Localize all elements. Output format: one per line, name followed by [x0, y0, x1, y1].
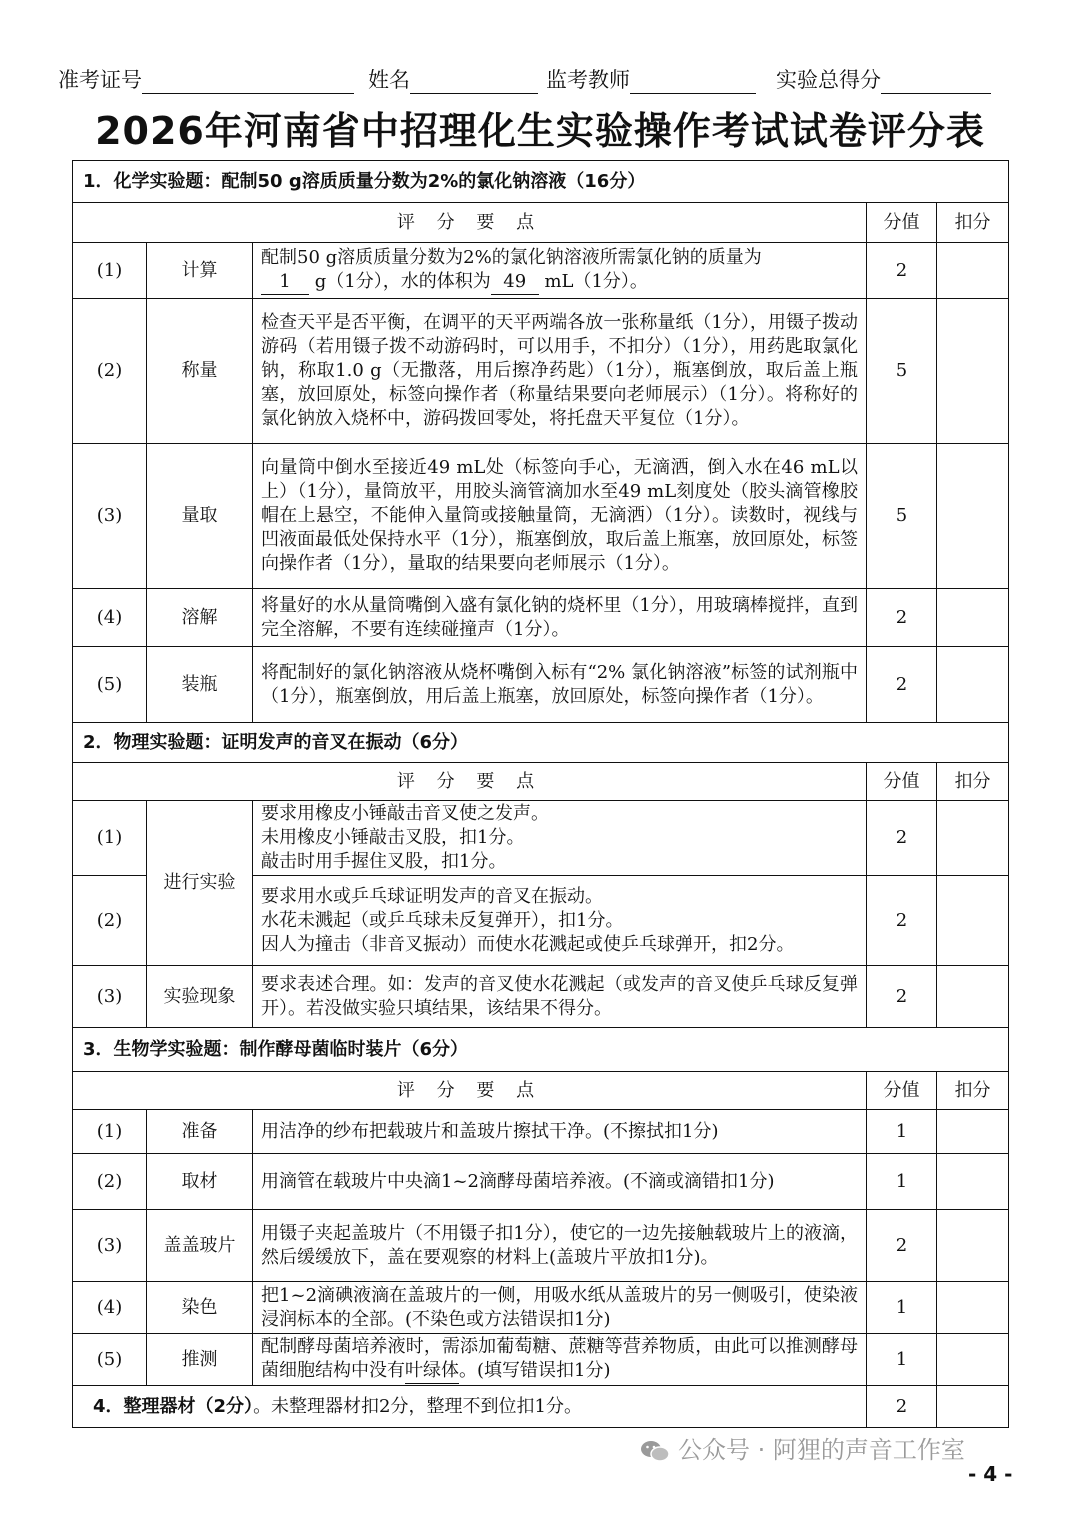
score-value: 2	[867, 801, 937, 876]
score-value: 1	[867, 1282, 937, 1334]
table-row: (1) 计算 配制50 g溶质质量分数为2%的氯化钠溶液所需氯化钠的质量为 1 g（1分），水的体积为 49 mL（1分）。 2	[73, 243, 1009, 299]
table-row: (5) 推测 配制酵母菌培养液时，需添加葡萄糖、蔗糖等营养物质，由此可以推测酵母菌细胞结构中没有叶绿体。(填写错误扣1分) 1	[73, 1334, 1009, 1386]
table-row: (5) 装瓶 将配制好的氯化钠溶液从烧杯嘴倒入标有“2% 氯化钠溶液”标签的试剂瓶中（1分），瓶塞倒放，用后盖上瓶塞，放回原处，标签向操作者（1分）。 2	[73, 647, 1009, 723]
deduct-cell[interactable]	[937, 966, 1009, 1028]
cleanup-label: 4．整理器材（2分）	[93, 1395, 254, 1417]
deduct-cell[interactable]	[937, 1210, 1009, 1282]
criteria-text: 要求表述合理。如：发声的音叉使水花溅起（或发声的音叉使乒乓球反复弹开）。若没做实验只填结果，该结果不得分。	[253, 966, 867, 1028]
table-row: (3) 量取 向量筒中倒水至接近49 mL处（标签向手心，无滴洒，倒入水在46 mL以上）（1分），量筒放平，用胶头滴管滴加水至49 mL刻度处（胶头滴管橡胶帽在上悬空，不能伸入量筒或接触量筒，无滴洒）（1分）。读数时，视线与凹液面最低处保持水平（1分），瓶塞倒放，取后盖上瓶塞，放回原处，标签向操作者（1分），量取的结果要向老师展示（1分）。 5	[73, 444, 1009, 589]
page-title: 2026年河南省中招理化生实验操作考试试卷评分表	[95, 109, 985, 153]
name-blank[interactable]	[410, 71, 538, 94]
header-fields	[58, 60, 1020, 94]
criteria-text: 用洁净的纱布把载玻片和盖玻片擦拭干净。(不擦拭扣1分)	[253, 1110, 867, 1154]
score-value: 1	[867, 1334, 937, 1386]
criteria-text: 配制酵母菌培养液时，需添加葡萄糖、蔗糖等营养物质，由此可以推测酵母菌细胞结构中没有叶绿体。(填写错误扣1分)	[253, 1334, 867, 1386]
deduct-cell[interactable]	[937, 1282, 1009, 1334]
answer-blank: 49	[491, 270, 539, 295]
deduct-cell[interactable]	[937, 876, 1009, 966]
deduct-header: 扣分	[937, 1072, 1009, 1110]
scoring-table	[72, 160, 1009, 1428]
score-value: 5	[867, 299, 937, 444]
table-row: (1) 进行实验 要求用橡皮小锤敲击音叉使之发声。 未用橡皮小锤敲击叉股，扣1分。 敲击时用手握住叉股，扣1分。 2	[73, 801, 1009, 876]
table-row: (3) 实验现象 要求表述合理。如：发声的音叉使水花溅起（或发声的音叉使乒乓球反复弹开）。若没做实验只填结果，该结果不得分。 2	[73, 966, 1009, 1028]
score-value: 1	[867, 1110, 937, 1154]
proctor-field: 监考教师	[546, 64, 756, 94]
deduct-cell[interactable]	[937, 1154, 1009, 1210]
criteria-text: 要求用橡皮小锤敲击音叉使之发声。 未用橡皮小锤敲击叉股，扣1分。 敲击时用手握住叉股，扣1分。	[253, 801, 867, 876]
cleanup-text: 。未整理器材扣2分，整理不到位扣1分。	[253, 1395, 582, 1417]
wechat-icon	[640, 1439, 670, 1463]
answer-blank: 叶绿体	[405, 1359, 459, 1384]
score-value: 2	[867, 1386, 937, 1428]
score-value: 2	[867, 966, 937, 1028]
score-value: 5	[867, 444, 937, 589]
physics-column-header	[73, 763, 1009, 801]
page-number: - 4 -	[968, 1462, 1013, 1486]
score-value: 2	[867, 1210, 937, 1282]
table-row: (2) 取材 用滴管在载玻片中央滴1~2滴酵母菌培养液。(不滴或滴错扣1分) 1	[73, 1154, 1009, 1210]
score-value: 2	[867, 243, 937, 299]
total-score-blank[interactable]	[881, 71, 991, 94]
score-value: 2	[867, 589, 937, 647]
deduct-header: 扣分	[937, 203, 1009, 243]
table-row: (3) 盖盖玻片 用镊子夹起盖玻片（不用镊子扣1分），使它的一边先接触载玻片上的液滴，然后缓缓放下，盖在要观察的材料上(盖玻片平放扣1分)。 2	[73, 1210, 1009, 1282]
deduct-cell[interactable]	[937, 243, 1009, 299]
merged-step: 进行实验	[147, 801, 253, 966]
deduct-cell[interactable]	[937, 299, 1009, 444]
biology-column-header	[73, 1072, 1009, 1110]
table-row: (4) 染色 把1~2滴碘液滴在盖玻片的一侧，用吸水纸从盖玻片的另一侧吸引，使染液浸润标本的全部。(不染色或方法错误扣1分) 1	[73, 1282, 1009, 1334]
table-row: (4) 溶解 将量好的水从量筒嘴倒入盛有氯化钠的烧杯里（1分），用玻璃棒搅拌，直到完全溶解，不要有连续碰撞声（1分）。 2	[73, 589, 1009, 647]
criteria-text: 要求用水或乒乓球证明发声的音叉在振动。 水花未溅起（或乒乓球未反复弹开），扣1分。 因人为撞击（非音叉振动）而使水花溅起或使乒乓球弹开，扣2分。	[253, 876, 867, 966]
score-header: 分值	[867, 203, 937, 243]
deduct-header: 扣分	[937, 763, 1009, 801]
points-header: 评 分 要 点	[73, 1072, 867, 1110]
deduct-cell[interactable]	[937, 647, 1009, 723]
criteria-text: 用镊子夹起盖玻片（不用镊子扣1分），使它的一边先接触载玻片上的液滴，然后缓缓放下，盖在要观察的材料上(盖玻片平放扣1分)。	[253, 1210, 867, 1282]
deduct-cell[interactable]	[937, 589, 1009, 647]
proctor-blank[interactable]	[630, 71, 756, 94]
physics-heading: 2．物理实验题：证明发声的音叉在振动（6分）	[73, 723, 1009, 763]
criteria-text: 将配制好的氯化钠溶液从烧杯嘴倒入标有“2% 氯化钠溶液”标签的试剂瓶中（1分），瓶塞倒放，用后盖上瓶塞，放回原处，标签向操作者（1分）。	[253, 647, 867, 723]
name-field: 姓名	[368, 64, 538, 94]
score-header: 分值	[867, 1072, 937, 1110]
deduct-cell[interactable]	[937, 444, 1009, 589]
criteria-text: 用滴管在载玻片中央滴1~2滴酵母菌培养液。(不滴或滴错扣1分)	[253, 1154, 867, 1210]
criteria-text: 配制50 g溶质质量分数为2%的氯化钠溶液所需氯化钠的质量为 1 g（1分），水的体积为 49 mL（1分）。	[253, 243, 867, 299]
criteria-text: 把1~2滴碘液滴在盖玻片的一侧，用吸水纸从盖玻片的另一侧吸引，使染液浸润标本的全部。(不染色或方法错误扣1分)	[253, 1282, 867, 1334]
cleanup-row	[73, 1386, 1009, 1428]
points-header: 评 分 要 点	[73, 203, 867, 243]
deduct-cell[interactable]	[937, 1110, 1009, 1154]
deduct-cell[interactable]	[937, 1334, 1009, 1386]
points-header: 评 分 要 点	[73, 763, 867, 801]
total-score-field: 实验总得分	[776, 64, 991, 94]
score-value: 2	[867, 876, 937, 966]
score-header: 分值	[867, 763, 937, 801]
criteria-text: 将量好的水从量筒嘴倒入盛有氯化钠的烧杯里（1分），用玻璃棒搅拌，直到完全溶解，不要有连续碰撞声（1分）。	[253, 589, 867, 647]
chemistry-column-header	[73, 203, 1009, 243]
deduct-cell[interactable]	[937, 801, 1009, 876]
score-value: 1	[867, 1154, 937, 1210]
deduct-cell[interactable]	[937, 1386, 1009, 1428]
chemistry-heading: 1．化学实验题：配制50 g溶质质量分数为2%的氯化钠溶液（16分）	[73, 161, 1009, 203]
watermark: 公众号 · 阿狸的声音工作室	[640, 1430, 965, 1465]
exam-id-field: 准考证号	[58, 64, 354, 94]
biology-heading: 3．生物学实验题：制作酵母菌临时装片（6分）	[73, 1028, 1009, 1072]
criteria-text: 检查天平是否平衡，在调平的天平两端各放一张称量纸（1分），用镊子拨动游码（若用镊子拨不动游码时，可以用手，不扣分）（1分），用药匙取氯化钠，称取1.0 g（无撒落，用后擦净药匙）（1分），瓶塞倒放，取后盖上瓶塞，放回原处，标签向操作者（称量结果要向老师展示）（1分）。将称好的氯化钠放入烧杯中，游码拨回零处，将托盘天平复位（1分）。	[253, 299, 867, 444]
table-row: (2) 称量 检查天平是否平衡，在调平的天平两端各放一张称量纸（1分），用镊子拨动游码（若用镊子拨不动游码时，可以用手，不扣分）（1分），用药匙取氯化钠，称取1.0 g（无撒落，用后擦净药匙）（1分），瓶塞倒放，取后盖上瓶塞，放回原处，标签向操作者（称量结果要向老师展示）（1分）。将称好的氯化钠放入烧杯中，游码拨回零处，将托盘天平复位（1分）。 5	[73, 299, 1009, 444]
answer-blank: 1	[261, 270, 309, 295]
score-value: 2	[867, 647, 937, 723]
table-row: (1) 准备 用洁净的纱布把载玻片和盖玻片擦拭干净。(不擦拭扣1分) 1	[73, 1110, 1009, 1154]
exam-id-blank[interactable]	[142, 71, 354, 94]
criteria-text: 向量筒中倒水至接近49 mL处（标签向手心，无滴洒，倒入水在46 mL以上）（1分），量筒放平，用胶头滴管滴加水至49 mL刻度处（胶头滴管橡胶帽在上悬空，不能伸入量筒或接触量筒，无滴洒）（1分）。读数时，视线与凹液面最低处保持水平（1分），瓶塞倒放，取后盖上瓶塞，放回原处，标签向操作者（1分），量取的结果要向老师展示（1分）。	[253, 444, 867, 589]
table-row: (2) 要求用水或乒乓球证明发声的音叉在振动。 水花未溅起（或乒乓球未反复弹开），扣1分。 因人为撞击（非音叉振动）而使水花溅起或使乒乓球弹开，扣2分。 2	[73, 876, 1009, 966]
